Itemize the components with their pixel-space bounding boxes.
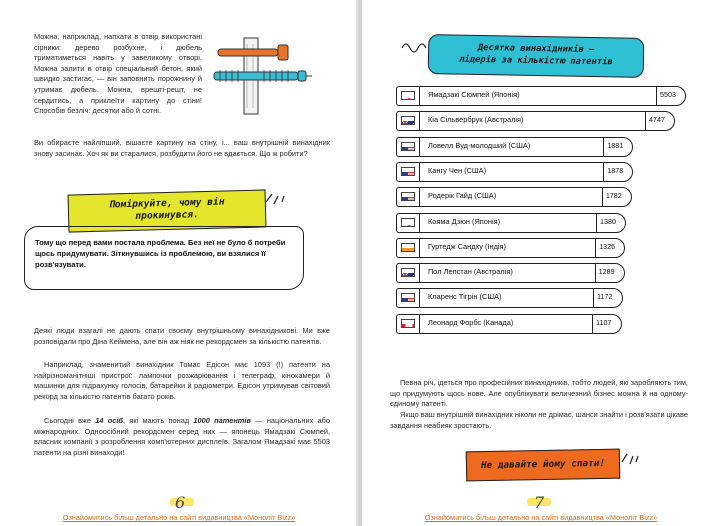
ranking-row	[396, 288, 627, 308]
paragraph-dowel-methods: Можна, наприклад, напхати в отвір використані сірники: дерево розбухне, і дюбель триматиметься навіть у завеликому отворі. Можна залити в отвір спеціальний бетон, який швидко застигає, — він заповнить порожнину й утримає дюбель. Можна, врешті-решт, не сердитись, а приклеїти картину до стіни! Способів безліч: десятки або й сотні.	[34, 32, 202, 116]
paragraph-edison: Наприклад, знаменитий винахідник Томас Едісон має 1093 (!) патенти на найрізноманітніші пристрої: лампочки розжарювання і телеграф, кінокамери й машинки для підрахунку голосів, батарейки й радіометри. Едісон утримував світовий рекорд за кількістю патентів багато років.	[34, 360, 330, 401]
ranking-row	[396, 314, 626, 334]
patent-count: 5503	[660, 90, 676, 99]
inventor-name: Кларенс Тігрін (США)	[428, 292, 502, 302]
paragraph-never-sleeps: Якщо ваш внутрішній винахідник ніколи не дрімає, шанси знайти і розв'язати цікаве завдання неабияк зростають.	[390, 410, 688, 430]
flag-cell	[396, 263, 420, 283]
paragraph-dean-kamen: Деякі люди взагалі не дають спати своєму внутрішньому винахідникові. Ми вже розповідали про Діна Кеймена, але він аж ніяк не рекордсмен за кількістю патентів.	[34, 326, 330, 346]
inventor-name: Пол Лепстан (Австралія)	[428, 267, 513, 277]
dont-sleep-banner	[466, 449, 621, 482]
dowel-screw-illustration	[206, 34, 326, 118]
right-page	[362, 0, 720, 526]
count-separator	[603, 137, 604, 157]
left-page	[0, 0, 358, 526]
japan-flag-icon	[401, 91, 415, 100]
flag-cell	[396, 213, 420, 233]
answer-callout	[24, 226, 304, 290]
ranking-row	[396, 86, 690, 106]
patent-count: 1380	[599, 216, 616, 226]
ranking-row	[396, 238, 629, 258]
count-separator	[603, 162, 604, 182]
page-number-right: 7	[534, 493, 545, 512]
ranking-row	[396, 263, 629, 283]
flag-cell	[396, 238, 420, 258]
usa-flag-icon	[401, 192, 415, 201]
patent-count: 1782	[605, 191, 622, 201]
usa-flag-icon	[401, 142, 415, 151]
usa-flag-icon	[401, 293, 415, 302]
paragraph-inventor-sleeps: Ви обираєте найліпший, вішаєте картину на стіну, і... ваш внутрішній винахідник знову засинає. Хоч як ви старалися, розбудити його не вдається. Що ж робити?	[34, 138, 330, 158]
inventor-name: Ловелл Вуд-молодший (США)	[428, 140, 531, 150]
dont-sleep-banner-text: Не давайте йому спати!	[480, 457, 606, 472]
count-separator	[595, 263, 596, 283]
japan-flag-icon	[401, 218, 415, 227]
record-text-c: , які мають понад	[123, 416, 194, 425]
paragraph-record-holders	[34, 416, 330, 458]
paragraph-professional-inventors: Певна річ, ідеться про професійних винахідників, тобто людей, які заробляють тим, що придумують щось нове. Але опублікувати величезний бізнес можна й на одному-єдиному патенті.	[390, 378, 688, 409]
patent-count: 1172	[596, 292, 613, 302]
flag-cell	[396, 86, 420, 106]
sparkle-icon	[262, 184, 286, 206]
count-separator	[645, 111, 646, 131]
inventor-name: Ямадзакі Сюмпей (Японія)	[428, 90, 520, 99]
record-text-persons: 14 осіб	[95, 416, 123, 425]
patent-count: 1289	[598, 267, 615, 277]
footer-link-right[interactable]: Ознайомитись більш детально на сайті видавництва «Моноліт Bizz»	[424, 513, 658, 522]
usa-flag-icon	[401, 167, 415, 176]
patent-count: 1107	[596, 317, 612, 327]
india-flag-icon	[401, 243, 415, 252]
ranking-row	[396, 187, 636, 207]
count-separator	[595, 238, 596, 258]
count-separator	[593, 288, 594, 308]
flag-cell	[396, 137, 420, 157]
ranking-row	[396, 137, 637, 157]
record-text-patents: 1000 патентів	[193, 416, 251, 425]
flag-cell	[396, 162, 420, 182]
inventor-name: Кояма Дзюн (Японія)	[428, 216, 501, 226]
ranking-title-line1: Десятка винахідників —	[477, 42, 595, 56]
inventor-name: Кангу Чен (США)	[428, 165, 487, 175]
patent-count: 1881	[607, 140, 624, 150]
page-number-left: 6	[175, 493, 186, 512]
ranking-row	[396, 111, 679, 131]
count-separator	[592, 314, 593, 334]
canada-flag-icon	[401, 319, 415, 328]
patent-count: 1878	[607, 165, 624, 175]
flag-cell	[396, 187, 420, 207]
count-separator	[596, 213, 597, 233]
ranking-title-line2: лідерів за кількістю патентів	[459, 54, 613, 68]
flag-cell	[396, 314, 420, 334]
think-banner-text: Поміркуйте, чому він прокинувся.	[108, 196, 225, 222]
sparkle-icon	[618, 446, 640, 466]
footer-link-left[interactable]: Ознайомитись більш детально на сайті видавництва «Моноліт Bizz»	[62, 513, 296, 522]
flag-cell	[396, 288, 420, 308]
record-text-e: — національних або міжнародних. Одноосібний рекордсмен серед них — японець Ямадзакі Сюмпей, власник компанії з розроблення комп'ютерних дисплеїв. Загалом Ямадзакі має 5503 патенти на різні винаходи!	[34, 416, 330, 457]
answer-callout-text: Тому що перед вами постала проблема. Без неї не було б потреби щось придумувати. Зіткнувшись із проблемою, ви взялися її розв'язувати.	[35, 238, 286, 269]
inventor-name: Родерік Гайд (США)	[428, 191, 497, 201]
count-separator	[602, 187, 603, 207]
ranking-row	[396, 213, 630, 233]
australia-flag-icon	[401, 268, 415, 277]
flag-cell	[396, 111, 420, 131]
ranking-row	[396, 162, 637, 182]
australia-flag-icon	[401, 116, 415, 125]
ranking-title-banner	[428, 34, 645, 78]
inventor-name: Гуртедж Сандху (Індія)	[428, 241, 507, 251]
patent-count: 4747	[648, 115, 665, 125]
inventor-name: Леонард Форбс (Канада)	[428, 317, 514, 327]
count-separator	[656, 86, 657, 106]
patent-count: 1326	[599, 241, 616, 251]
record-text-a: Сьогодні вже	[44, 416, 96, 425]
doodle-icon	[400, 38, 428, 56]
inventor-name: Кіа Сільвербрук (Австралія)	[428, 115, 524, 125]
